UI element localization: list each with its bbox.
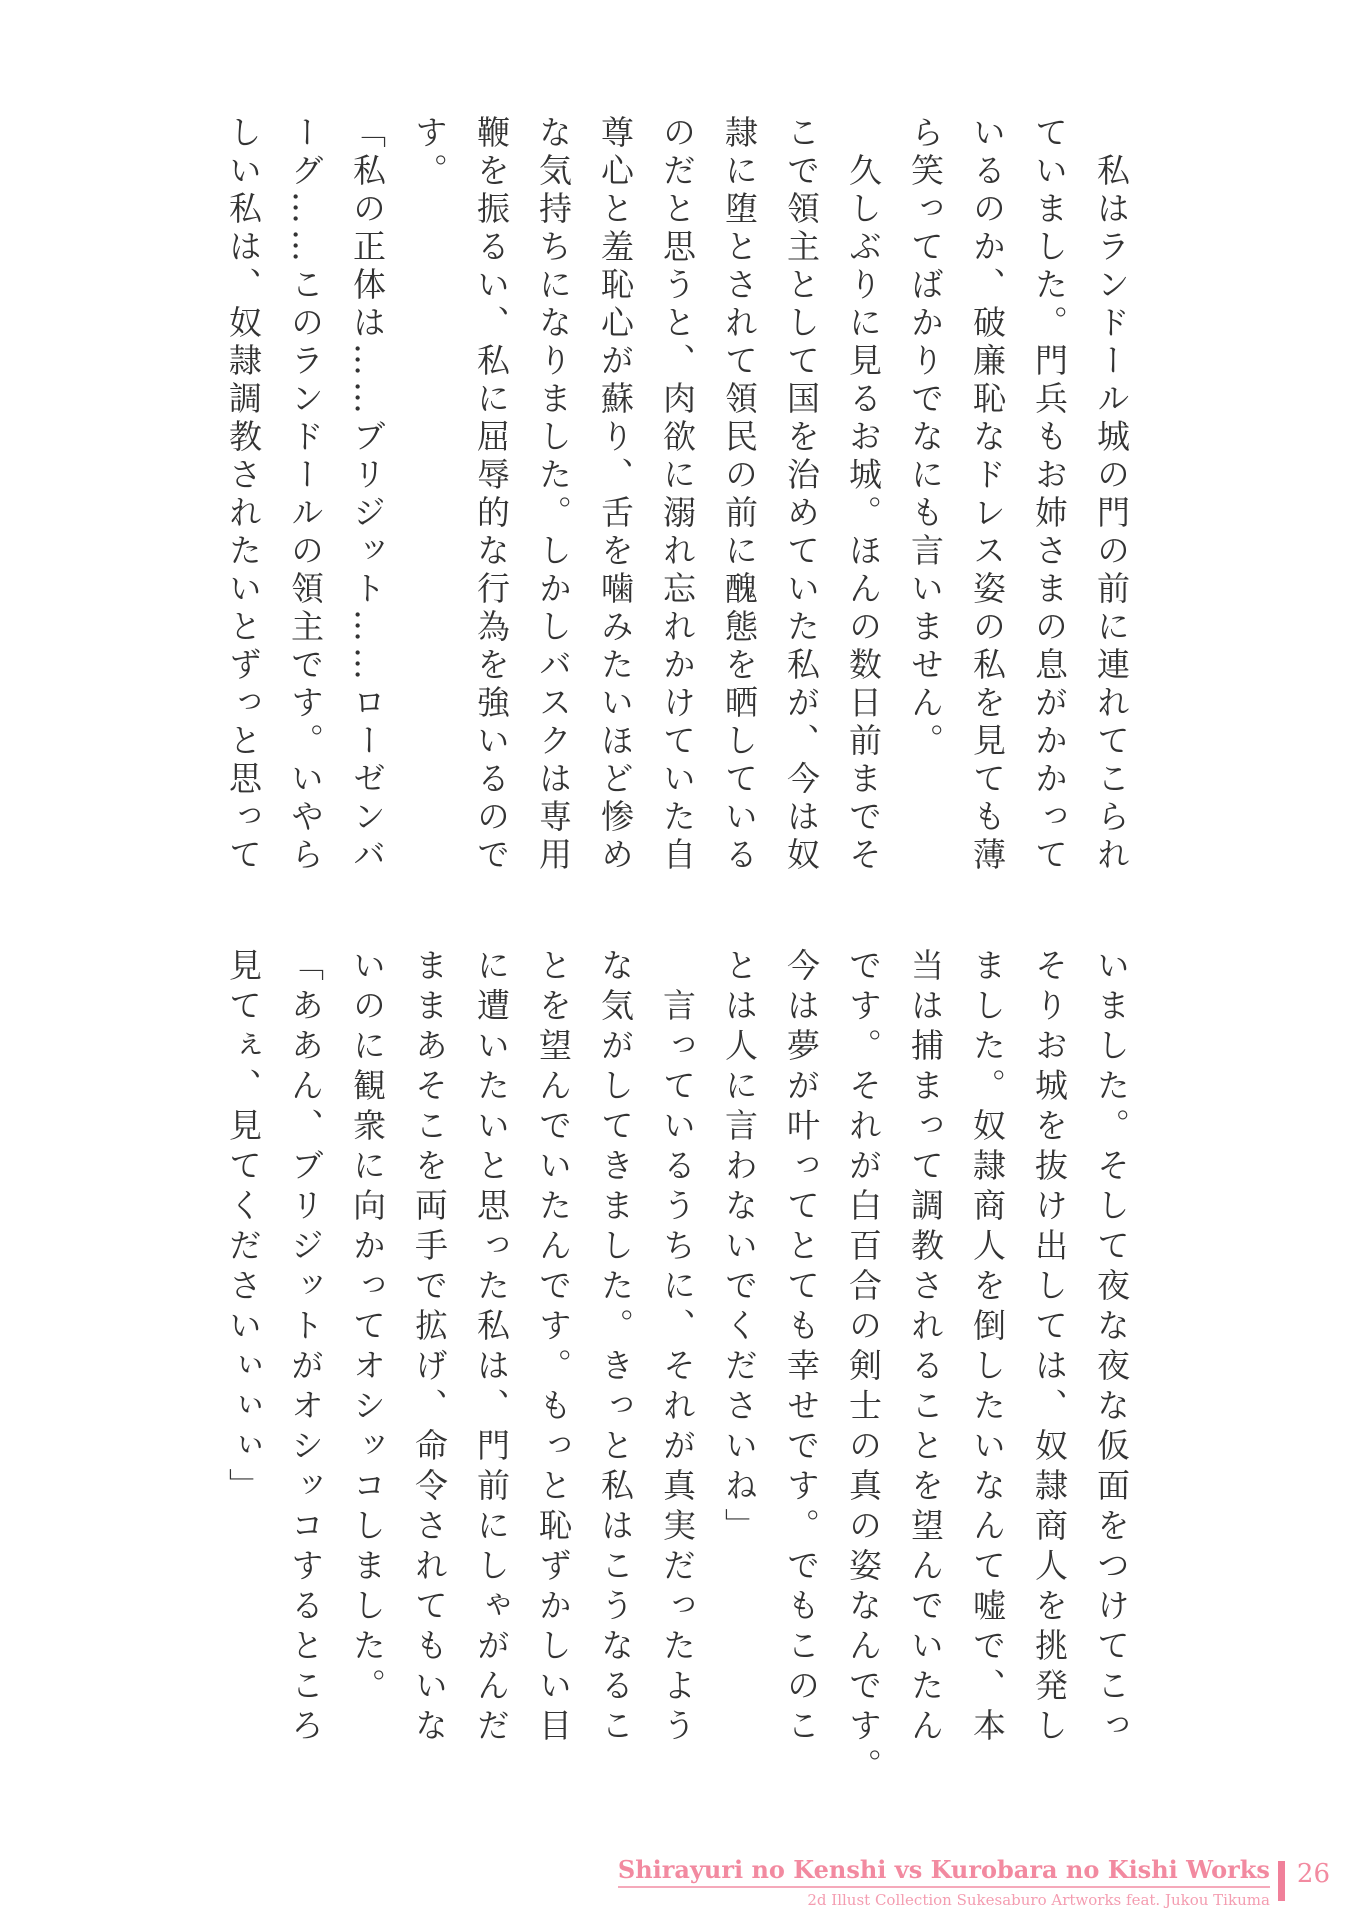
text-column: な気がしてきました。きっと私はこうなるこ (596, 948, 635, 1748)
lower-text-block (212, 948, 1142, 1788)
text-column: しい私は、奴隷調教されたいとずっと思って (224, 115, 263, 875)
text-column: です。それが白百合の剣士の真の姿なんです。 (844, 948, 883, 1788)
text-column: 久しぶりに見るお城。ほんの数日前までそ (844, 153, 883, 875)
text-column: 「ああん、ブリジットがオシッコするところ (286, 948, 325, 1748)
text-column: いのに観衆に向かってオシッコしました。 (348, 948, 387, 1708)
text-column: 言っているうちに、それが真実だったよう (658, 988, 697, 1748)
text-column: 尊心と羞恥心が蘇り、舌を噛みたいほど惨め (596, 115, 635, 875)
footer (617, 1855, 1330, 1909)
text-column: いました。そして夜な夜な仮面をつけてこっ (1092, 948, 1131, 1748)
doujin-subtitle: 2d Illust Collection Sukesaburo Artworks feat. Jukou Tikuma (807, 1891, 1270, 1909)
footer-accent-bar (1278, 1861, 1285, 1901)
text-column: ていました。門兵もお姉さまの息がかかって (1030, 115, 1069, 875)
text-column: 私はランドール城の門の前に連れてこられ (1092, 153, 1131, 875)
text-column: いるのか、破廉恥なドレス姿の私を見ても薄 (968, 115, 1007, 875)
text-column: 今は夢が叶ってとても幸せです。でもこのこ (782, 948, 821, 1748)
text-column: こで領主として国を治めていた私が、今は奴 (782, 115, 821, 875)
text-column: 鞭を振るい、私に屈辱的な行為を強いるので (472, 115, 511, 875)
text-column: 「私の正体は……ブリジット……ローゼンバ (348, 115, 387, 875)
text-column: 当は捕まって調教されることを望んでいたん (906, 948, 945, 1748)
doujin-title: Shirayuri no Kenshi vs Kurobara no Kishi Works (618, 1858, 1270, 1888)
text-column: のだと思うと、肉欲に溺れ忘れかけていた自 (658, 115, 697, 875)
text-column: に遭いたいと思った私は、門前にしゃがんだ (472, 948, 511, 1748)
text-column: そりお城を抜け出しては、奴隷商人を挑発し (1030, 948, 1069, 1748)
text-column: 見てぇ、見てくださいぃぃぃ」 (224, 948, 263, 1508)
text-column: ました。奴隷商人を倒したいなんて嘘で、本 (968, 948, 1007, 1748)
text-column: とは人に言わないでくださいね」 (720, 948, 759, 1548)
text-column: ーグ……このランドールの領主です。いやら (286, 115, 325, 875)
text-column: す。 (410, 115, 449, 191)
text-column: ら笑ってばかりでなにも言いません。 (906, 115, 945, 761)
text-column: 隷に堕とされて領民の前に醜態を晒している (720, 115, 759, 875)
footer-text (617, 1855, 1270, 1909)
text-column: とを望んでいたんです。もっと恥ずかしい目 (534, 948, 573, 1748)
text-column: な気持ちになりました。しかしバスクは専用 (534, 115, 573, 875)
upper-text-block (212, 115, 1142, 887)
text-column: ままあそこを両手で拡げ、命令されてもいな (410, 948, 449, 1748)
page-number: 26 (1296, 1859, 1330, 1889)
